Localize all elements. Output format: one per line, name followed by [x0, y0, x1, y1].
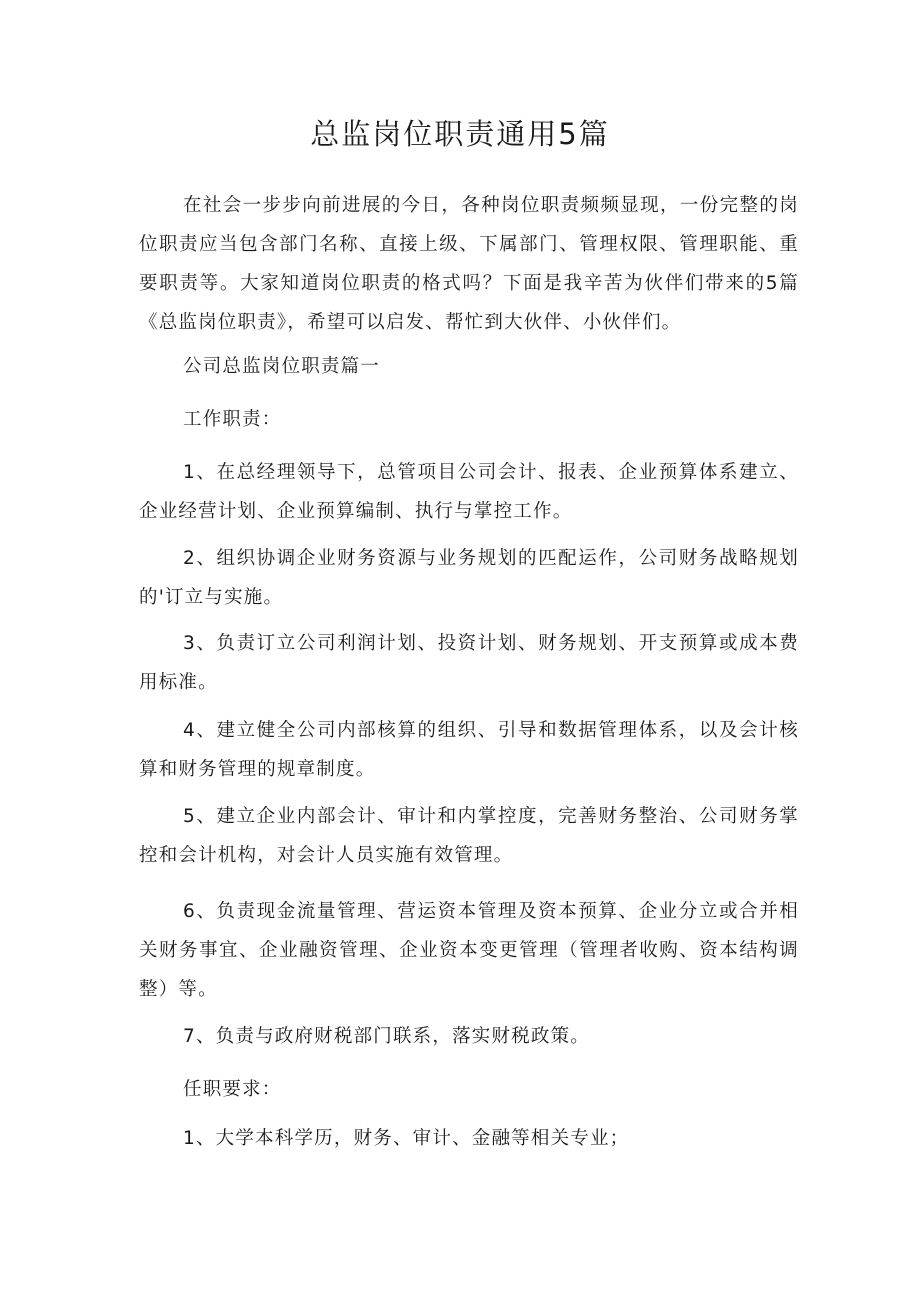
duty-item-3: 3、负责订立公司利润计划、投资计划、财务规划、开支预算或成本费用标准。 [139, 633, 799, 693]
requirement-item-1: 1、大学本科学历，财务、审计、金融等相关专业； [183, 1128, 630, 1149]
requirements-heading: 任职要求： [183, 1079, 282, 1100]
duty-item-6: 6、负责现金流量管理、营运资本管理及资本预算、企业分立或合并相关财务事宜、企业融资管理、企业资本变更管理（管理者收购、资本结构调整）等。 [139, 901, 799, 1000]
section-heading: 公司总监岗位职责篇一 [183, 356, 381, 377]
duty-item-4: 4、建立健全公司内部核算的组织、引导和数据管理体系，以及会计核算和财务管理的规章制度。 [139, 720, 799, 780]
duty-item-5: 5、建立企业内部会计、审计和内掌控度，完善财务整治、公司财务掌控和会计机构，对会计人员实施有效管理。 [139, 806, 799, 866]
duty-item-7: 7、负责与政府财税部门联系，落实财税政策。 [183, 1026, 590, 1047]
intro-paragraph: 在社会一步步向前进展的今日，各种岗位职责频频显现，一份完整的岗位职责应当包含部门名称、直接上级、下属部门、管理权限、管理职能、重要职责等。大家知道岗位职责的格式吗？下面是我辛苦为伙伴们带来的5篇《总监岗位职责》，希望可以启发、帮忙到大伙伴、小伙伴们。 [139, 195, 799, 333]
duties-heading: 工作职责： [183, 409, 282, 430]
document-title: 总监岗位职责通用5篇 [310, 117, 610, 151]
duty-item-1: 1、在总经理领导下，总管项目公司会计、报表、企业预算体系建立、企业经营计划、企业预算编制、执行与掌控工作。 [139, 462, 799, 522]
duty-item-2: 2、组织协调企业财务资源与业务规划的匹配运作，公司财务战略规划的'订立与实施。 [139, 548, 799, 608]
